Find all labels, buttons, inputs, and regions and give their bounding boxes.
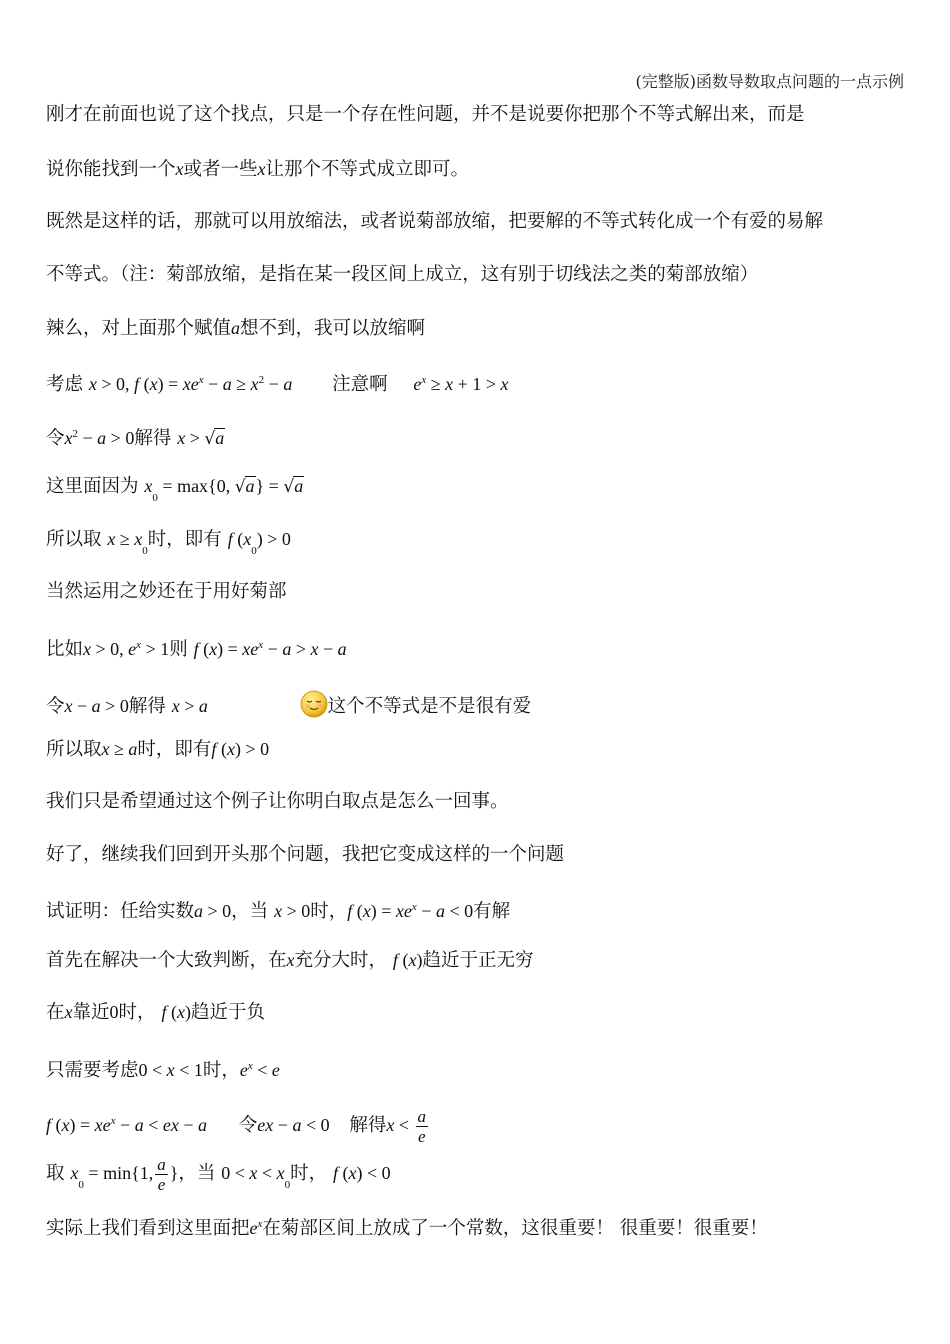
paragraph-5-text-b: 想不到，我可以放缩啊 bbox=[240, 318, 426, 339]
formula-ex-gt-1: x > 0, $e^x > 1$ bbox=[83, 639, 170, 659]
paragraph-11-text-a: 比如 bbox=[46, 639, 84, 660]
var-x: x bbox=[175, 159, 184, 179]
paragraph-19-text-a: 只需要考虑 bbox=[46, 1060, 139, 1081]
formula-f-x0-positive: f $(x_0) > 0$ bbox=[227, 529, 291, 557]
formula-x-between-0-x0: $0 < x < x_0$ bbox=[221, 1163, 291, 1191]
formula-ex-minus-a-negative: ex − a < 0 bbox=[257, 1115, 330, 1135]
paragraph-2-text-a: 说你能找到一个 bbox=[46, 159, 176, 180]
fraction-a-over-e: $\frac{a}{e}$ bbox=[417, 1107, 427, 1147]
paragraph-17-text-c: 趋近于正无穷 bbox=[422, 950, 534, 971]
formula-x0-min: $x_0 = \min\{1$, $\frac{a}{e}$ } bbox=[70, 1155, 179, 1195]
fraction-a-over-e: $\frac{a}{e}$ bbox=[157, 1155, 166, 1195]
formula-x-gt-sqrt-a: x > √a bbox=[177, 428, 225, 449]
var-a: a bbox=[231, 318, 241, 338]
paragraph-17 bbox=[46, 948, 533, 973]
paragraph-16 bbox=[46, 895, 510, 924]
paragraph-5-text-a: 辣么，对上面那个赋值 bbox=[46, 318, 232, 339]
paragraph-11 bbox=[46, 633, 347, 662]
formula-x0-max: $x_0 = \max\{0$, √a} = √a bbox=[144, 476, 304, 504]
paragraph-9 bbox=[46, 527, 291, 557]
paragraph-20-text-b: 解得 bbox=[349, 1115, 387, 1136]
formula-x-lt-frac: x < $\frac{a}{e}$ bbox=[386, 1107, 427, 1147]
paragraph-2-text-c: 让那个不等式成立即可。 bbox=[265, 159, 470, 180]
formula-x2-minus-a: $x^2 - a > 0$ bbox=[64, 428, 135, 448]
paragraph-21-text-a: 取 bbox=[46, 1163, 65, 1184]
formula-f-negative: f $(x) = xe^x - a < 0$ bbox=[347, 901, 474, 921]
var-x: x bbox=[257, 159, 266, 179]
paragraph-20-text-a: 令 bbox=[238, 1115, 258, 1136]
paragraph-3: 既然是这样的话，那就可以用放缩法，或者说菊部放缩，把要解的不等式转化成一个有爱的易解 bbox=[46, 211, 824, 232]
paragraph-2 bbox=[46, 157, 469, 182]
formula-x-gt-a: x > a bbox=[171, 696, 208, 716]
formula-f-lt-0: f (x) < 0 bbox=[332, 1163, 391, 1183]
paragraph-15: 好了，继续我们回到开头那个问题，我把它变成这样的一个问题 bbox=[46, 844, 565, 865]
formula-fx: f (x) bbox=[392, 950, 423, 970]
max-function: max{0, bbox=[177, 476, 231, 496]
paragraph-6-text-b: 注意啊 bbox=[332, 374, 388, 395]
paragraph-21-text-b: ，当 bbox=[178, 1163, 216, 1184]
formula-f-bound: x > 0, f $(x) = xe^x - a \ge x^2 - a$ bbox=[88, 374, 293, 394]
paragraph-16-text-c: 时， bbox=[310, 901, 348, 922]
formula-f-gt-x-minus-a: f $(x) = xe^x - a > x - a$ bbox=[193, 639, 347, 659]
paragraph-18-text-b: 靠近 bbox=[72, 1002, 110, 1023]
formula-x-ge-x0: $x \ge x_0$ bbox=[107, 529, 148, 557]
paragraph-18 bbox=[46, 1000, 265, 1025]
paragraph-18-text-c: 时， bbox=[118, 1002, 156, 1023]
document-header-title: (完整版)函数导数取点问题的一点示例 bbox=[635, 72, 904, 91]
paragraph-16-text-d: 有解 bbox=[473, 901, 511, 922]
paragraph-12-text-a: 令 bbox=[46, 696, 65, 717]
paragraph-12 bbox=[46, 690, 531, 719]
paragraph-22 bbox=[46, 1212, 768, 1241]
paragraph-9-text-b: 时，即有 bbox=[147, 529, 222, 550]
max-close: } = bbox=[255, 476, 279, 496]
formula-x-ge-a: x ≥ a bbox=[101, 739, 138, 759]
paragraph-17-text-b: 充分大时， bbox=[294, 950, 388, 971]
paragraph-20 bbox=[46, 1101, 430, 1146]
paragraph-5 bbox=[46, 316, 425, 341]
paragraph-1: 刚才在前面也说了这个找点，只是一个存在性问题，并不是说要你把那个不等式解出来，而是 bbox=[46, 104, 805, 125]
paragraph-7-text-a: 令 bbox=[46, 428, 65, 449]
paragraph-19 bbox=[46, 1054, 280, 1083]
paragraph-6-text-a: 考虑 bbox=[46, 374, 84, 395]
formula-f-positive: f (x) > 0 bbox=[211, 739, 270, 759]
paragraph-7-text-b: 解得 bbox=[134, 428, 172, 449]
min-function: min{1, bbox=[103, 1163, 154, 1183]
paragraph-6 bbox=[46, 368, 508, 397]
paragraph-10: 当然运用之妙还在于用好菊部 bbox=[46, 581, 287, 602]
paragraph-12-text-b: 解得 bbox=[128, 696, 166, 717]
paragraph-17-text-a: 首先在解决一个大致判断，在 bbox=[46, 950, 287, 971]
paragraph-7 bbox=[46, 422, 225, 451]
paragraph-9-text-a: 所以取 bbox=[46, 529, 102, 550]
formula-a-positive: a > 0 bbox=[194, 901, 232, 921]
formula-ex: $e^x$ bbox=[249, 1218, 263, 1238]
paragraph-21-text-c: 时， bbox=[290, 1163, 328, 1184]
paragraph-16-text-b: ，当 bbox=[231, 901, 269, 922]
paragraph-13-text-a: 所以取 bbox=[46, 739, 102, 760]
paragraph-11-text-b: 则 bbox=[169, 639, 188, 660]
formula-ex-lt-e: $e^x < e$ bbox=[239, 1060, 280, 1080]
paragraph-12-text-c: 这个不等式是不是很有爱 bbox=[327, 696, 532, 717]
formula-exp-inequality: $e^x \ge x + 1 > x$ bbox=[413, 374, 509, 394]
formula-x-interval: 0 < x < 1 bbox=[138, 1060, 203, 1080]
paragraph-13-text-b: 时，即有 bbox=[137, 739, 212, 760]
paragraph-8 bbox=[46, 474, 304, 504]
number-zero: 0 bbox=[109, 1002, 119, 1022]
formula-fx: f (x) bbox=[161, 1002, 191, 1022]
paragraph-2-text-b: 或者一些 bbox=[183, 159, 258, 180]
formula-x-minus-a-positive: x − a > 0 bbox=[64, 696, 129, 716]
formula-x-positive: x > 0 bbox=[274, 901, 311, 921]
paragraph-22-text-b: 在菊部区间上放成了一个常数，这很重要！ 很重要！很重要！ bbox=[262, 1218, 768, 1239]
paragraph-14: 我们只是希望通过这个例子让你明白取点是怎么一回事。 bbox=[46, 791, 509, 812]
paragraph-18-text-d: 趋近于负 bbox=[190, 1002, 265, 1023]
paragraph-16-text-a: 试证明：任给实数 bbox=[46, 901, 195, 922]
smiley-face-icon bbox=[300, 690, 328, 718]
paragraph-22-text-a: 实际上我们看到这里面把 bbox=[46, 1218, 250, 1239]
paragraph-13 bbox=[46, 737, 269, 762]
var-x: x bbox=[286, 950, 295, 970]
paragraph-4: 不等式。（注：菊部放缩，是指在某一段区间上成立，这有别于切线法之类的菊部放缩） bbox=[46, 264, 759, 285]
paragraph-19-text-b: 时， bbox=[202, 1060, 240, 1081]
paragraph-21 bbox=[46, 1153, 391, 1196]
paragraph-18-text-a: 在 bbox=[46, 1002, 65, 1023]
paragraph-8-text-a: 这里面因为 bbox=[46, 476, 139, 497]
var-x: x bbox=[64, 1002, 73, 1022]
formula-f-lt-ex-minus-a: f $(x) = xe^x - a$ < ex − a bbox=[46, 1115, 207, 1135]
